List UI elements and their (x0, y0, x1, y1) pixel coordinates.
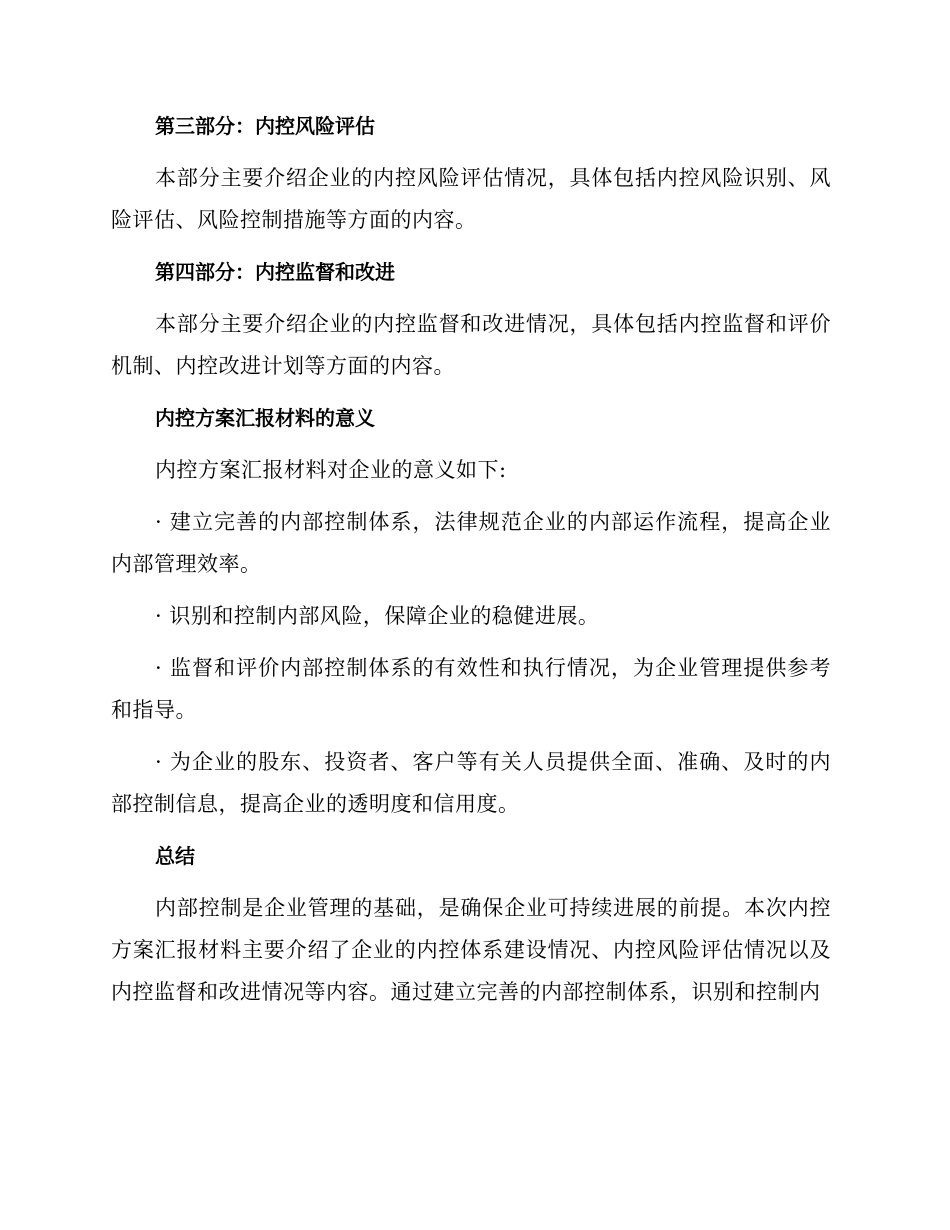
section-heading-supervision: 第四部分：内控监督和改进 (155, 260, 395, 284)
paragraph-supervision: 本部分主要介绍企业的内控监督和改进情况，具体包括内控监督和评价机制、内控改进计划等方面的内容。 (111, 312, 831, 378)
section-heading-significance: 内控方案汇报材料的意义 (155, 406, 375, 430)
bullet-item-transparency: · 为企业的股东、投资者、客户等有关人员提供全面、准确、及时的内部控制信息，提高企业的透明度和信用度。 (111, 750, 831, 816)
paragraph-significance-intro: 内控方案汇报材料对企业的意义如下: (155, 458, 507, 482)
paragraph-risk-assessment: 本部分主要介绍企业的内控风险评估情况，具体包括内控风险识别、风险评估、风险控制措施等方面的内容。 (111, 166, 831, 232)
bullet-item-system: · 建立完善的内部控制体系，法律规范企业的内部运作流程，提高企业内部管理效率。 (111, 510, 831, 576)
paragraph-summary: 内部控制是企业管理的基础，是确保企业可持续进展的前提。本次内控方案汇报材料主要介绍了企业的内控体系建设情况、内控风险评估情况以及内控监督和改进情况等内容。通过建立完善的内部控制体系，识别和控制内 (111, 896, 831, 1004)
bullet-item-risk: · 识别和控制内部风险，保障企业的稳健进展。 (155, 604, 600, 628)
bullet-item-evaluation: · 监督和评价内部控制体系的有效性和执行情况，为企业管理提供参考和指导。 (111, 656, 831, 722)
section-heading-risk-assessment: 第三部分：内控风险评估 (155, 114, 375, 138)
document-page (111, 105, 831, 1023)
section-heading-summary: 总结 (155, 844, 195, 868)
